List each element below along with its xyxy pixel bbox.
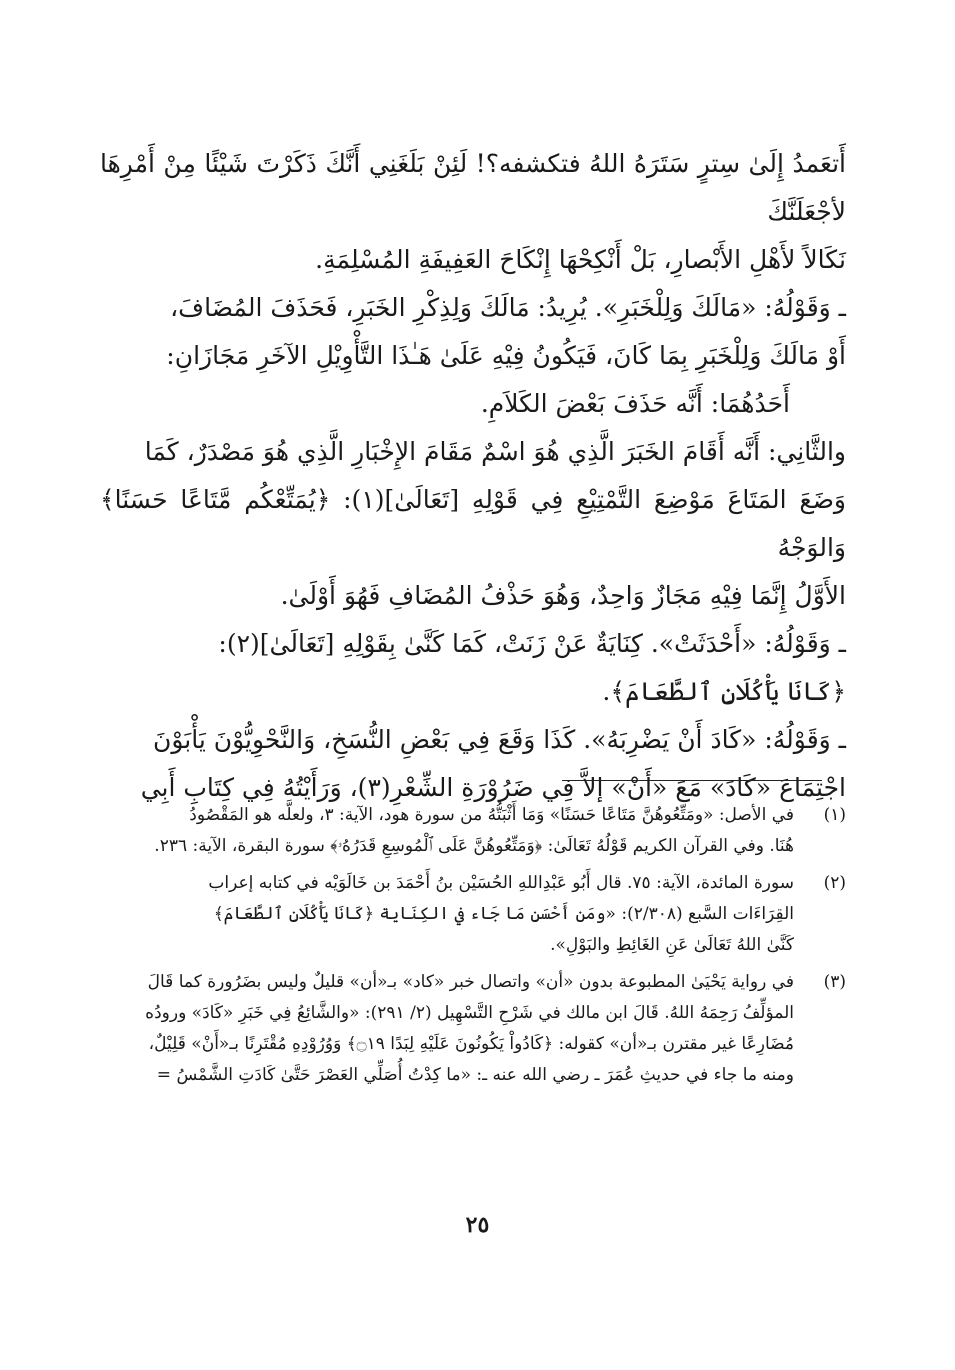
page-number: ٢٥	[465, 1212, 490, 1238]
footnote-body	[100, 967, 794, 1091]
footnote-number: (٢)	[823, 873, 846, 893]
text-line: ـ وَقَوْلُهُ: «مَالَكَ وَلِلْخَبَرِ». يُرِيدُ: مَالَكَ وَلِذِكْرِ الخَبَرِ، فَحَذَفَ المُضَافَ،	[170, 293, 846, 322]
footnote-line: مُضَارِعًا غير مقترن بـ«أن» كقوله: ﴿كَادُواْ يَكُونُونَ عَلَيْهِ لِبَدًا ۝١٩﴾ وَوُرُوْدِهِ مُقْتَرِنًا بـ«أَنْ» قَلِيْلٌ،	[148, 1034, 794, 1054]
text-line: ـ وَقَوْلُهُ: «أَحْدَثَتْ». كِنَايَةٌ عَنْ زَنَتْ، كَمَا كَنَّىٰ بِقَوْلِهِ [تَعَالَىٰ](٢):	[218, 629, 846, 658]
text-line: والثَّانِي: أَنَّه أَقَامَ الخَبَرَ الَّذِي هُوَ اسْمٌ مَقَامَ الإِخْبَارِ الَّذِي هُوَ مَصْدَرٌ، كَمَا	[144, 437, 846, 466]
footnote-line: سورة المائدة، الآية: ٧٥. قال أَبُو عَبْدِاللهِ الحُسَيْن بنُ أَحْمَدَ بن خَالَوَيْه في كتابه إعراب	[208, 873, 794, 893]
main-text-body	[100, 140, 846, 812]
text-line: أَتعَمدُ إِلَىٰ سِترٍ سَتَرَهُ اللهُ فتكشفه؟! لَئِنْ بَلَغَنِي أَنَّكَ ذَكَرْتَ شَيْئًا مِنْ أَمْرِهَا لأجْعَلَنَّكَ	[100, 149, 846, 226]
footnote-1	[100, 800, 846, 862]
footnote-body	[100, 800, 794, 862]
text-line: أَوْ مَالَكَ وَلِلْخَبَرِ بِمَا كَانَ، فَيَكُونُ فِيْهِ عَلَىٰ هَـٰذَا التَّأْوِيْلِ الآخَرِ مَجَازَانِ:	[166, 341, 846, 370]
footnote-line: كَنَّىٰ اللهُ تَعَالَىٰ عَنِ الغَائِطِ والبَوْلِ».	[550, 935, 794, 955]
text-line: نَكَالاً لأَهْلِ الأَبْصارِ، بَلْ أَنْكِحْهَا إِنْكَاحَ العَفِيفَةِ المُسْلِمَةِ.	[315, 245, 846, 274]
footnote-2	[100, 868, 846, 961]
text-line: الأَوَّلُ إِنَّمَا فِيْهِ مَجَازٌ وَاحِدٌ، وَهُوَ حَذْفُ المُضَافِ فَهُوَ أَوْلَىٰ.	[280, 581, 846, 610]
footnote-line: ومنه ما جاء في حديثِ عُمَرَ ـ رضي الله عنه ـ: «ما كِدْتُ أُصَلِّي العَصْرَ حَتَّىٰ كَادَتِ الشَّمْسُ =	[156, 1065, 794, 1085]
footnote-line: في رواية يَحْيَىٰ المطبوعة بدون «أن» واتصال خبر «كاد» بـ«أن» قليلٌ وليس بضَرُورة كما قَالَ	[147, 972, 794, 992]
footnote-number: (٣)	[823, 972, 846, 992]
text-line: أَحَدُهُمَا: أَنَّه حَذَفَ بَعْضَ الكَلاَمِ.	[480, 389, 790, 418]
footnote-number: (١)	[823, 805, 846, 825]
footnotes-section	[100, 800, 846, 1097]
footnote-body	[100, 868, 794, 961]
footnote-line: هُنَا. وفي القرآن الكريم قَوْلُهُ تَعَالَىٰ: ﴿وَمَتِّعُوهُنَّ عَلَى ٱلْمُوسِعِ قَدَرُهُۥ﴾ سورة البقرة، الآية: ٢٣٦.	[154, 836, 794, 856]
footnote-line: المؤلِّفُ رَحِمَهُ اللهُ. قَالَ ابن مالك في شَرْحِ التَّسْهِيل (٢/ ٢٩١): «والشَّائِعُ فِي خَبَرِ «كَادَ» ورودُه	[145, 1003, 794, 1023]
quran-verse-line: ﴿كَانَا يَأْكُلَانِ ٱلطَّعَامَ﴾.	[602, 677, 846, 706]
footnote-separator	[562, 780, 822, 781]
footnote-3	[100, 967, 846, 1091]
footnote-line: في الأصل: «ومَتِّعُوهُنَّ مَتَاعًا حَسَنًا» وَمَا أَثْبَتُّهُ من سورة هود، الآية: ٣، ولعلَّه هو المَقْصُودُ	[189, 805, 794, 825]
text-line: وَضَعَ المَتَاعَ مَوْضِعَ التَّمْتِيْعِ فِي قَوْلِهِ [تَعَالَىٰ](١): ﴿يُمَتِّعْكُم مَّتَاعًا حَسَنًا﴾ وَالوَجْهُ	[100, 485, 847, 562]
footnote-line: القِرَاءَات السَّبع (٢/٣٠٨): «ومَن أَحْسَنِ مَا جَاء في الكِنَاية ﴿كَانَا يَأْكُلَانِ ٱلطَّعَامَ﴾	[213, 904, 794, 924]
text-line: ـ وَقَوْلُهُ: «كَادَ أَنْ يَضْرِبَهُ». كَذَا وَقَعَ فِي بَعْضِ النُّسَخِ، وَالنَّحْوِيُّوْنَ يَأْبَوْنَ	[152, 725, 846, 754]
text-line: اجْتِمَاعَ «كَادَ» مَعَ «أَنْ» إلاَّ فِي ضَرُوْرَةِ الشِّعْرِ(٣)، وَرَأَيْتُهُ فِي كِتَابِ أَبِي	[140, 773, 846, 802]
